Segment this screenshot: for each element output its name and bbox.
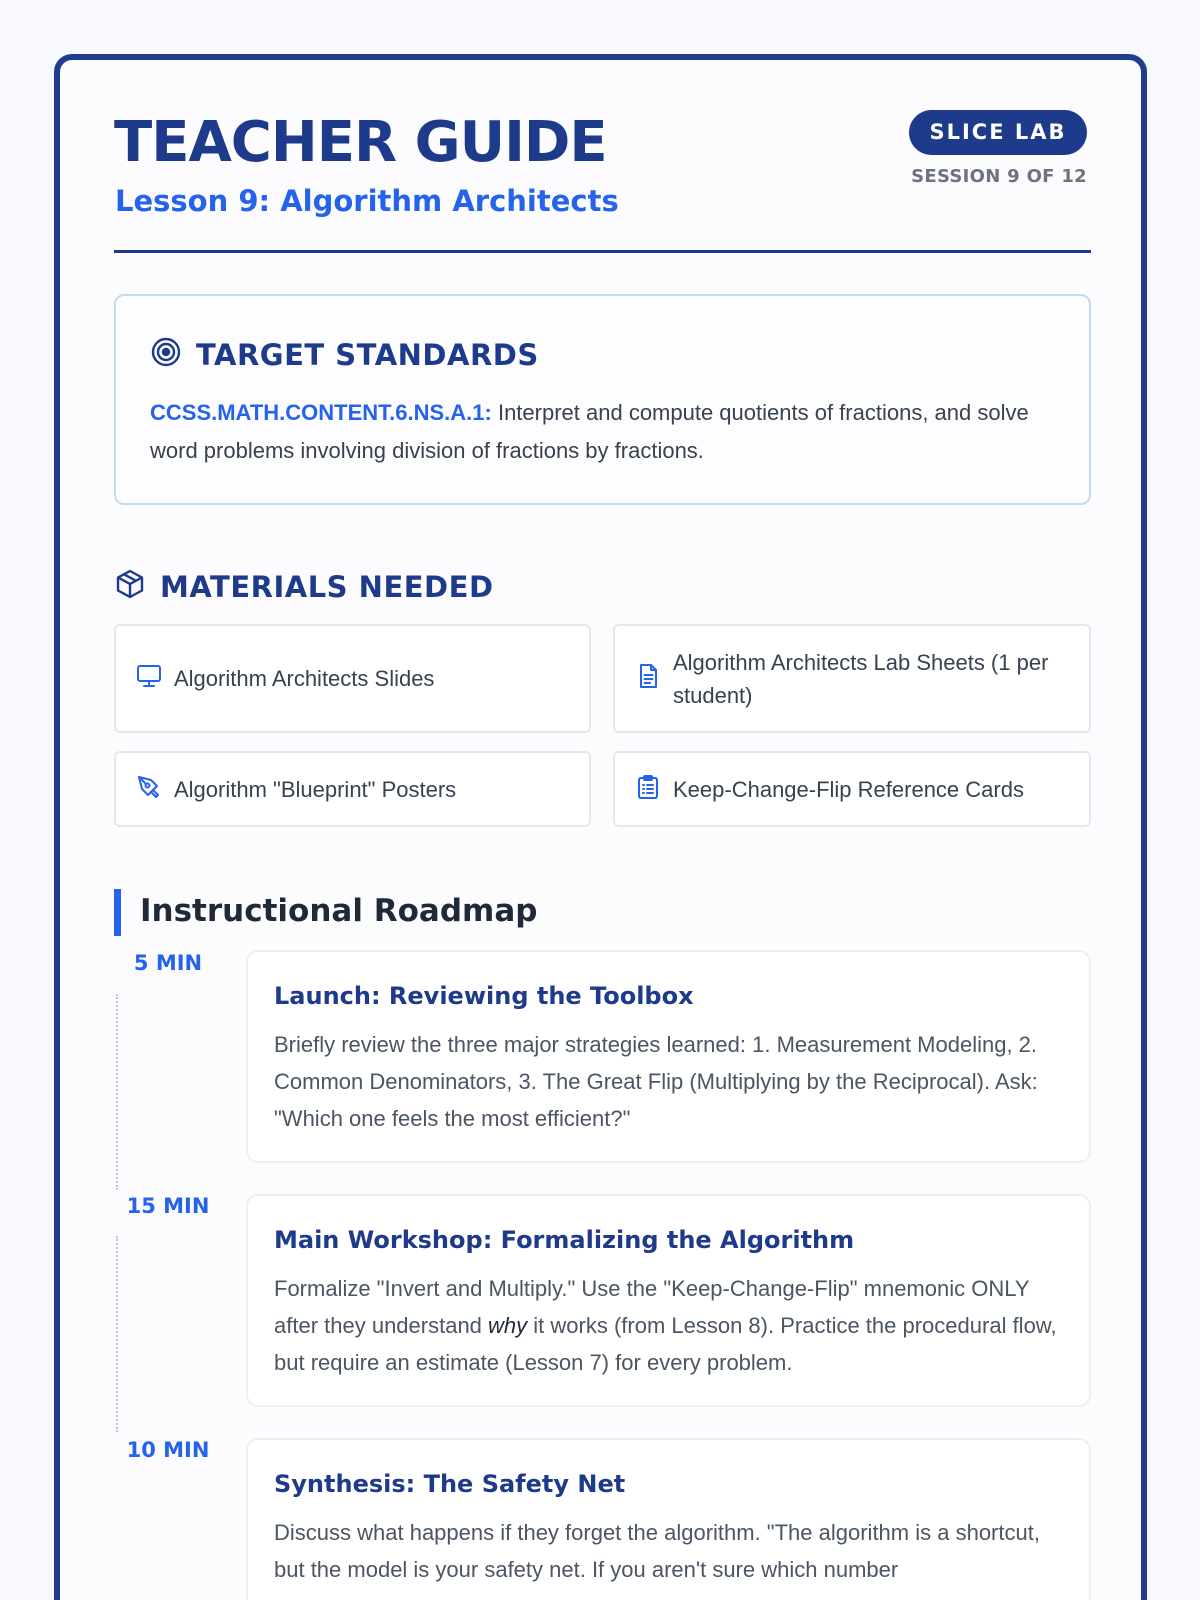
step-description-part: Formalize "Invert and Multiply." Use the "Keep-Change-Flip" mnemonic ONLY after they understand	[274, 1276, 1030, 1338]
step-description: Discuss what happens if they forget the algorithm. "The algorithm is a shortcut, but the model is your safety net. If you aren't sure which number	[274, 1520, 1040, 1582]
step-duration: 15 MIN	[126, 1194, 210, 1218]
target-icon	[150, 336, 182, 373]
timeline-connector	[116, 994, 118, 1190]
step-description	[274, 1270, 1064, 1381]
program-badge: SLICE LAB	[909, 110, 1087, 155]
step-title: Synthesis: The Safety Net	[274, 1470, 626, 1498]
step-title: Launch: Reviewing the Toolbox	[274, 982, 694, 1010]
clipboard-icon	[635, 774, 661, 805]
roadmap-step-launch	[246, 950, 1091, 1163]
material-item-reference-cards	[613, 751, 1091, 827]
timeline-connector	[116, 1236, 118, 1432]
material-item-posters	[114, 751, 591, 827]
standards-heading: TARGET STANDARDS	[196, 337, 539, 372]
material-label: Algorithm "Blueprint" Posters	[174, 776, 457, 802]
roadmap-accent-bar	[114, 889, 121, 936]
standard-code: CCSS.MATH.CONTENT.6.NS.A.1:	[150, 400, 492, 425]
roadmap-step-synthesis	[246, 1438, 1091, 1600]
standard-description: Interpret and compute quotients of fractions, and solve word problems involving division of fractions by fractions.	[150, 400, 1029, 463]
material-label: Algorithm Architects Slides	[174, 666, 435, 691]
step-duration: 5 MIN	[133, 951, 203, 975]
materials-heading: MATERIALS NEEDED	[160, 569, 494, 604]
material-item-lab-sheets	[613, 624, 1091, 733]
header-divider	[114, 250, 1091, 253]
material-item-slides	[114, 624, 591, 733]
monitor-icon	[136, 663, 162, 694]
roadmap-heading: Instructional Roadmap	[140, 893, 538, 929]
step-title: Main Workshop: Formalizing the Algorithm	[274, 1226, 855, 1254]
document-icon	[635, 663, 661, 694]
step-description: Briefly review the three major strategies learned: 1. Measurement Modeling, 2. Common Denominators, 3. The Great Flip (Multiplying by the Reciprocal). Ask: "Which one feels the most efficient?"	[274, 1032, 1038, 1131]
material-label: Algorithm Architects Lab Sheets (1 per student)	[673, 649, 1049, 708]
material-label: Keep-Change-Flip Reference Cards	[673, 776, 1024, 802]
teacher-guide-card	[54, 54, 1147, 1600]
step-description-part: it works (from Lesson 8). Practice the procedural flow, but require an estimate (Lesson 7) for every problem.	[274, 1313, 1057, 1375]
materials-header	[114, 568, 494, 605]
page-title: TEACHER GUIDE	[114, 110, 607, 175]
target-standards-box	[114, 294, 1091, 505]
roadmap-step-workshop	[246, 1194, 1091, 1407]
step-duration: 10 MIN	[126, 1438, 210, 1462]
pen-tool-icon	[136, 774, 162, 805]
box-icon	[114, 568, 146, 605]
step-description-emphasis: why	[488, 1313, 528, 1338]
standards-text	[150, 394, 1050, 470]
standards-header	[150, 336, 539, 373]
session-counter: SESSION 9 OF 12	[911, 166, 1087, 187]
lesson-subtitle: Lesson 9: Algorithm Architects	[115, 184, 619, 218]
